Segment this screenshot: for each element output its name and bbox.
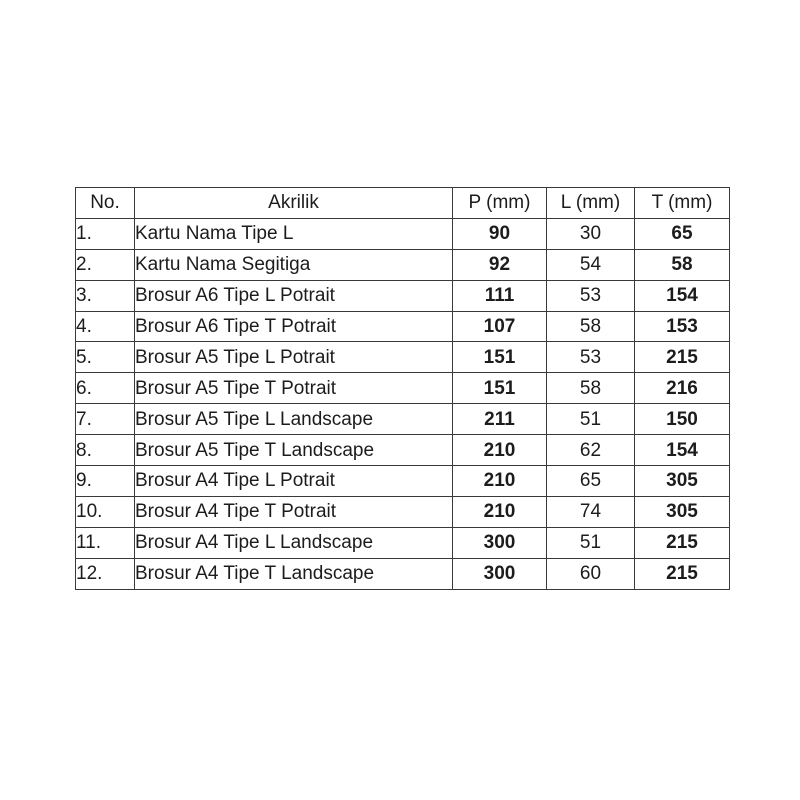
table-row	[76, 496, 730, 527]
t-mm-value: 150	[635, 404, 730, 435]
table-row	[76, 527, 730, 558]
t-mm-value: 153	[635, 311, 730, 342]
p-mm-value: 300	[453, 527, 547, 558]
acrylic-name: Kartu Nama Tipe L	[135, 218, 453, 249]
t-mm-value: 215	[635, 558, 730, 589]
table-row	[76, 404, 730, 435]
acrylic-name: Brosur A4 Tipe T Potrait	[135, 496, 453, 527]
row-number: 11.	[76, 527, 135, 558]
row-number: 1.	[76, 218, 135, 249]
p-mm-value: 107	[453, 311, 547, 342]
header-no: No.	[76, 188, 135, 219]
p-mm-value: 92	[453, 249, 547, 280]
table-row	[76, 435, 730, 466]
table-row	[76, 466, 730, 497]
acrylic-name: Brosur A4 Tipe L Landscape	[135, 527, 453, 558]
t-mm-value: 215	[635, 527, 730, 558]
t-mm-value: 215	[635, 342, 730, 373]
p-mm-value: 111	[453, 280, 547, 311]
l-mm-value: 51	[547, 404, 635, 435]
acrylic-name: Brosur A4 Tipe T Landscape	[135, 558, 453, 589]
acrylic-name: Brosur A5 Tipe L Potrait	[135, 342, 453, 373]
l-mm-value: 58	[547, 373, 635, 404]
l-mm-value: 51	[547, 527, 635, 558]
p-mm-value: 151	[453, 342, 547, 373]
row-number: 7.	[76, 404, 135, 435]
t-mm-value: 154	[635, 280, 730, 311]
row-number: 4.	[76, 311, 135, 342]
acrylic-name: Brosur A6 Tipe T Potrait	[135, 311, 453, 342]
row-number: 9.	[76, 466, 135, 497]
acrylic-name: Brosur A5 Tipe L Landscape	[135, 404, 453, 435]
header-l-mm: L (mm)	[547, 188, 635, 219]
t-mm-value: 154	[635, 435, 730, 466]
table-body	[76, 218, 730, 589]
row-number: 3.	[76, 280, 135, 311]
l-mm-value: 58	[547, 311, 635, 342]
p-mm-value: 151	[453, 373, 547, 404]
t-mm-value: 65	[635, 218, 730, 249]
row-number: 2.	[76, 249, 135, 280]
header-t-mm: T (mm)	[635, 188, 730, 219]
acrylic-name: Brosur A5 Tipe T Potrait	[135, 373, 453, 404]
t-mm-value: 58	[635, 249, 730, 280]
t-mm-value: 305	[635, 496, 730, 527]
table-row	[76, 218, 730, 249]
p-mm-value: 210	[453, 466, 547, 497]
p-mm-value: 211	[453, 404, 547, 435]
l-mm-value: 62	[547, 435, 635, 466]
l-mm-value: 54	[547, 249, 635, 280]
acrylic-name: Kartu Nama Segitiga	[135, 249, 453, 280]
table-row	[76, 373, 730, 404]
table-row	[76, 558, 730, 589]
p-mm-value: 210	[453, 496, 547, 527]
row-number: 8.	[76, 435, 135, 466]
l-mm-value: 30	[547, 218, 635, 249]
row-number: 6.	[76, 373, 135, 404]
table-row	[76, 311, 730, 342]
l-mm-value: 74	[547, 496, 635, 527]
l-mm-value: 53	[547, 342, 635, 373]
l-mm-value: 65	[547, 466, 635, 497]
l-mm-value: 60	[547, 558, 635, 589]
table-row	[76, 342, 730, 373]
row-number: 5.	[76, 342, 135, 373]
l-mm-value: 53	[547, 280, 635, 311]
acrylic-size-table	[75, 187, 730, 590]
t-mm-value: 216	[635, 373, 730, 404]
header-p-mm: P (mm)	[453, 188, 547, 219]
acrylic-name: Brosur A5 Tipe T Landscape	[135, 435, 453, 466]
table-row	[76, 249, 730, 280]
header-akrilik: Akrilik	[135, 188, 453, 219]
t-mm-value: 305	[635, 466, 730, 497]
table-row	[76, 280, 730, 311]
acrylic-name: Brosur A4 Tipe L Potrait	[135, 466, 453, 497]
row-number: 12.	[76, 558, 135, 589]
p-mm-value: 300	[453, 558, 547, 589]
acrylic-name: Brosur A6 Tipe L Potrait	[135, 280, 453, 311]
table-header-row	[76, 188, 730, 219]
p-mm-value: 90	[453, 218, 547, 249]
p-mm-value: 210	[453, 435, 547, 466]
row-number: 10.	[76, 496, 135, 527]
